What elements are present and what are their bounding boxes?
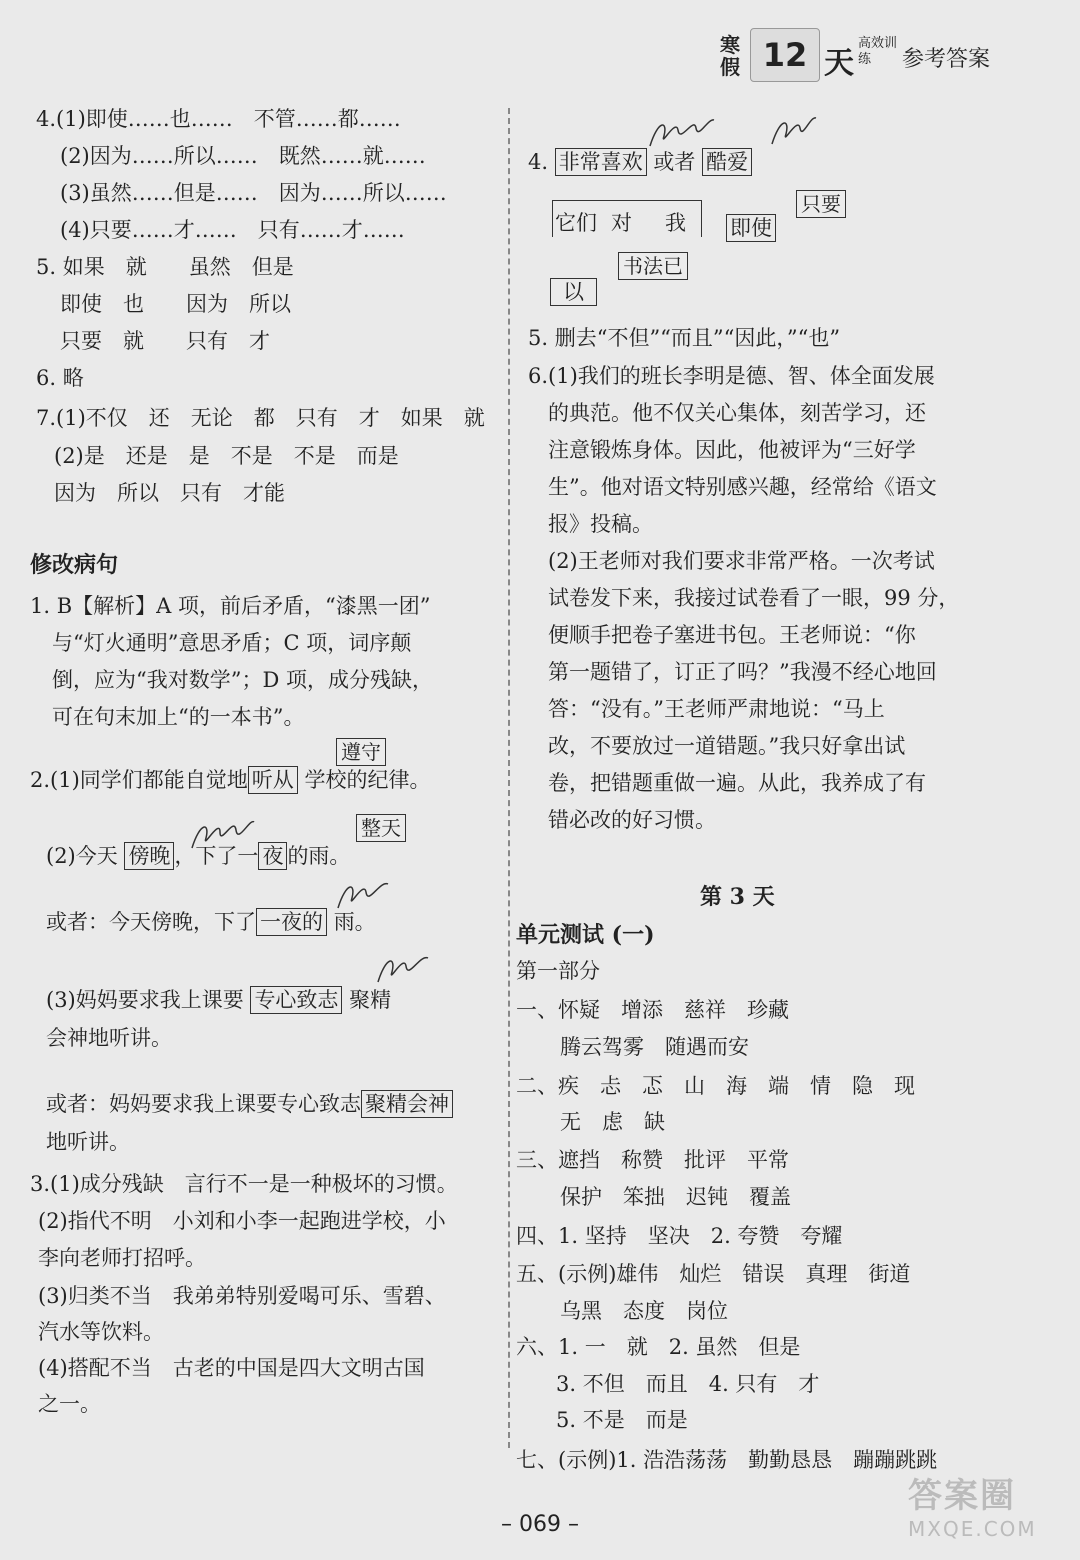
unit-heading: 单元测试 (一) (516, 922, 655, 948)
answer-line: 乌黑 态度 岗位 (560, 1299, 728, 1323)
watermark-logo (908, 1468, 1058, 1548)
answer-line: 改，不要放过一道错题。”我只好拿出试 (548, 734, 906, 758)
page-number: – 069 – (501, 1512, 579, 1537)
answer-line (528, 146, 752, 176)
correction-mark: 遵守 (336, 738, 386, 766)
answer-line: 5. 如果 就 虽然 但是 (36, 255, 294, 279)
column-divider (508, 108, 510, 1448)
correction-sentence (46, 906, 376, 936)
header-vertical-text: 寒假 (720, 33, 740, 79)
deletion-coil-mark (770, 112, 820, 148)
answer-line: 一、怀疑 增添 慈祥 珍藏 (516, 998, 789, 1022)
answer-line: 六、1. 一 就 2. 虽然 但是 (516, 1335, 801, 1359)
watermark-url: MXQE.COM (908, 1517, 1037, 1541)
answer-line: 3. 不但 而且 4. 只有 才 (556, 1372, 820, 1396)
sentence-text: (2)今天 (46, 844, 118, 868)
answer-line: (2)王老师对我们要求非常严格。一次考试 (548, 549, 935, 573)
answer-line: 的典范。他不仅关心集体，刻苦学习，还 (548, 401, 926, 425)
correction-sentence (30, 764, 430, 794)
answer-line: 二、疾 忐 忑 山 海 端 情 隐 现 (516, 1074, 915, 1098)
marked-word: 一夜的 (256, 908, 327, 936)
answer-line: (4)搭配不当 古老的中国是四大文明古国 (38, 1356, 425, 1380)
answer-line: 三、遮挡 称赞 批评 平常 (516, 1148, 789, 1172)
answer-line: 4.(1)即使……也…… 不管……都…… (36, 107, 401, 131)
marked-word: 傍晚 (124, 842, 174, 870)
sentence-text: 或者 (653, 150, 696, 174)
header-small-text: 高效训练 (858, 36, 898, 67)
answer-line: 5. 不是 而是 (556, 1408, 688, 1432)
correction-mark: 只要 (796, 190, 846, 218)
correction-mark: 整天 (356, 814, 406, 842)
answer-line: 保护 笨拙 迟钝 覆盖 (560, 1185, 791, 1209)
answer-line: 6. 略 (36, 366, 84, 390)
bracket-group (552, 200, 702, 237)
segment-text: 我 (665, 211, 686, 235)
header-day: 天 (824, 46, 854, 81)
answer-line: (2)因为……所以…… 既然……就…… (60, 144, 426, 168)
answer-line: 因为 所以 只有 才能 (54, 481, 285, 505)
answer-line: 即使 也 因为 所以 (60, 292, 291, 316)
answer-line: 腾云驾雾 随遇而安 (560, 1035, 749, 1059)
answer-line: 只要 就 只有 才 (60, 329, 270, 353)
answer-line: 与“灯火通明”意思矛盾；C 项，词序颠 (52, 631, 412, 655)
answer-line: 汽水等饮料。 (38, 1320, 164, 1344)
marked-word: 以 (550, 278, 597, 306)
answer-line: 五、(示例)雄伟 灿烂 错误 真理 街道 (516, 1262, 911, 1286)
deletion-coil-mark (376, 950, 432, 986)
section-title: 修改病句 (30, 552, 119, 578)
correction-sentence (46, 1088, 453, 1118)
answer-line: (3)归类不当 我弟弟特别爱喝可乐、雪碧、 (38, 1284, 446, 1308)
segment-line (726, 214, 776, 242)
answer-line: 3.(1)成分残缺 言行不一是一种极坏的习惯。 (30, 1172, 458, 1196)
answer-line: 地听讲。 (46, 1130, 130, 1154)
answer-line: 注意锻炼身体。因此，他被评为“三好学 (548, 438, 916, 462)
sentence-text: 2.(1)同学们都能自觉地 (30, 768, 248, 792)
part-heading: 第一部分 (516, 959, 600, 983)
answer-line: (2)指代不明 小刘和小李一起跑进学校，小 (38, 1209, 446, 1233)
answer-line: 可在句末加上“的一本书”。 (52, 705, 305, 729)
day-heading: 第 3 天 (700, 884, 775, 910)
answer-line: 卷，把错题重做一遍。从此，我养成了有 (548, 771, 926, 795)
correction-sentence (46, 840, 350, 870)
answer-line: 四、1. 坚持 坚决 2. 夸赞 夸耀 (516, 1224, 843, 1248)
answer-line: 答：“没有。”王老师严肃地说：“马上 (548, 697, 885, 721)
question-number: 4. (528, 150, 549, 174)
segment-text: 它们 (555, 211, 597, 235)
sentence-text: 的雨。 (287, 844, 351, 868)
sentence-text: 学校的纪律。 (304, 768, 431, 792)
marked-word: 夜 (258, 842, 287, 870)
sentence-text: ，下了一 (174, 844, 259, 868)
correction-sentence (46, 984, 391, 1014)
marked-word: 酷爱 (702, 148, 752, 176)
answer-line: 会神地听讲。 (46, 1026, 172, 1050)
sentence-text: 或者：今天傍晚，下了 (46, 910, 256, 934)
marked-word: 聚精会神 (361, 1090, 453, 1118)
marked-word: 听从 (248, 766, 298, 794)
answer-line: 生”。他对语文特别感兴趣，经常给《语文 (548, 475, 937, 499)
marked-word: 非常喜欢 (555, 148, 647, 176)
answer-line: 七、(示例)1. 浩浩荡荡 勤勤恳恳 蹦蹦跳跳 (516, 1448, 938, 1472)
marked-word: 专心致志 (250, 986, 342, 1014)
answer-line: 1. B【解析】A 项，前后矛盾，“漆黑一团” (30, 594, 431, 618)
segment-line (550, 278, 597, 306)
answer-line: 试卷发下来，我接过试卷看了一眼，99 分， (548, 586, 960, 610)
sentence-text: (3)妈妈要求我上课要 (46, 988, 244, 1012)
sentence-text: 雨。 (333, 910, 376, 934)
answer-line: 无 虑 缺 (560, 1110, 665, 1134)
answer-line: 7.(1)不仅 还 无论 都 只有 才 如果 就 (36, 406, 485, 430)
watermark-text: 答案圈 (908, 1476, 1016, 1516)
answer-line: 报》投稿。 (548, 512, 653, 536)
deletion-coil-mark (648, 114, 718, 150)
sentence-text: 或者：妈妈要求我上课要专心致志 (46, 1092, 361, 1116)
answer-line: 6.(1)我们的班长李明是德、智、体全面发展 (528, 364, 935, 388)
answer-line: 李向老师打招呼。 (38, 1246, 206, 1270)
answer-line: 倒，应为“我对数学”；D 项，成分残缺， (52, 668, 433, 692)
answer-line: (4)只要……才…… 只有……才…… (60, 218, 405, 242)
page-header (720, 28, 1060, 88)
correction-mark: 书法已 (618, 252, 688, 280)
answer-line: (2)是 还是 是 不是 不是 而是 (54, 444, 399, 468)
segment-text: 对 (611, 211, 632, 235)
sentence-text: 聚精 (349, 988, 392, 1012)
answer-line: 之一。 (38, 1392, 101, 1416)
answer-line: 5. 删去“不但”“而且”“因此，”“也” (528, 326, 841, 350)
header-number-badge: 12 (750, 28, 820, 82)
header-title: 参考答案 (902, 47, 991, 72)
marked-word: 即使 (726, 214, 776, 242)
answer-line: 错必改的好习惯。 (548, 808, 716, 832)
answer-line: 第一题错了，订正了吗？”我漫不经心地回 (548, 660, 937, 684)
answer-line: (3)虽然……但是…… 因为……所以…… (60, 181, 447, 205)
answer-line: 便顺手把卷子塞进书包。王老师说：“你 (548, 623, 916, 647)
